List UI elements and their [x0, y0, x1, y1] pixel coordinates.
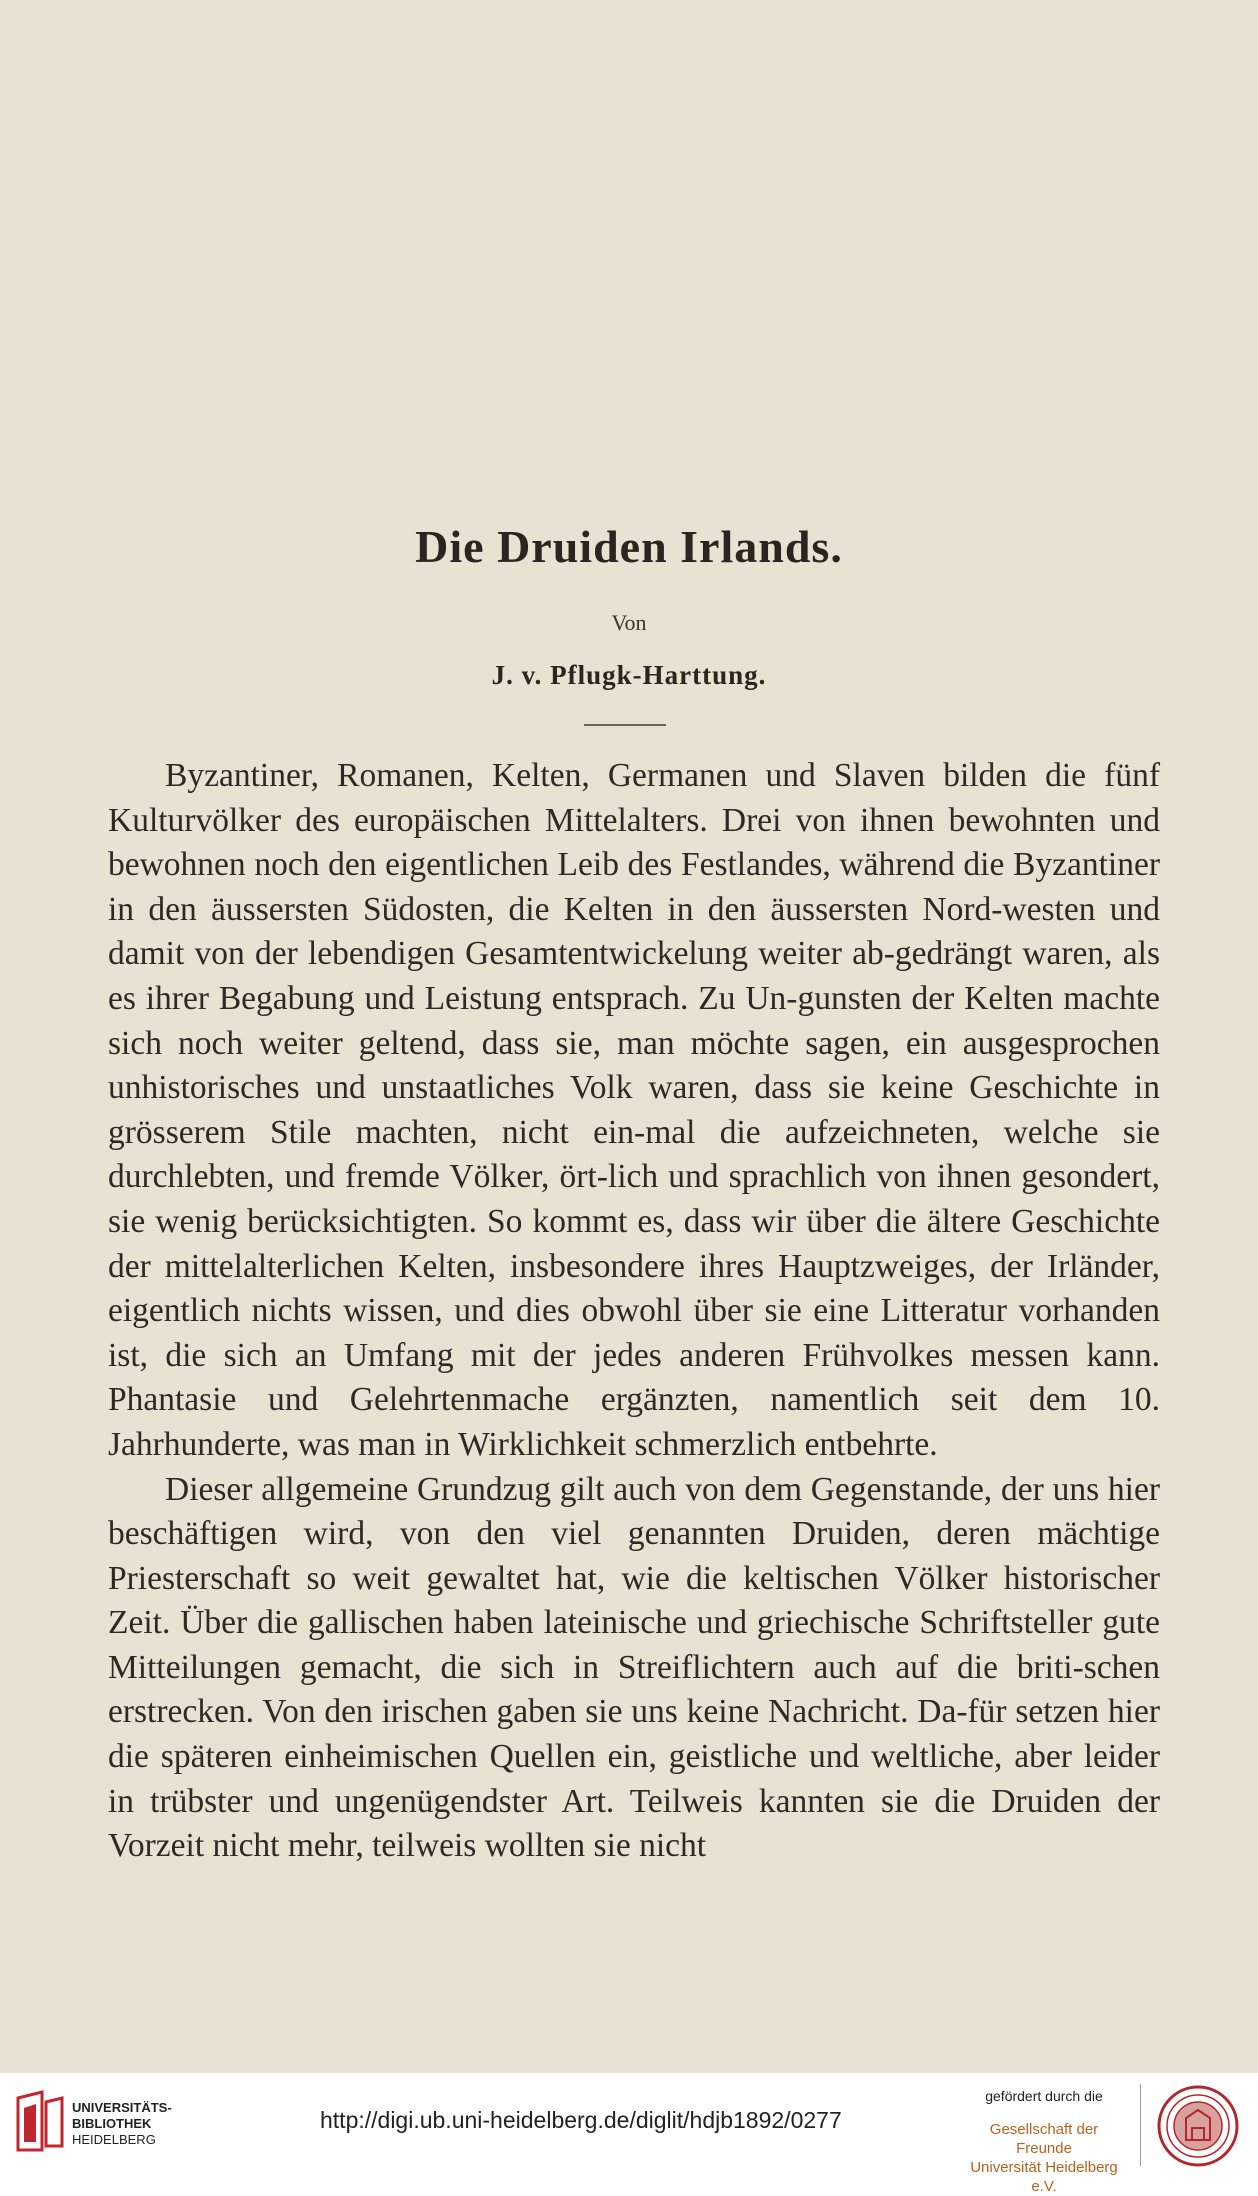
paragraph: Byzantiner, Romanen, Kelten, Germanen und Slaven bilden die fünf Kulturvölker des europäischen Mittelalters. Drei von ihnen bewohnten und bewohnen noch den eigentlichen Leib des Festlandes, während die Byzantiner in den äussersten Südosten, die Kelten in den äussersten Nord-westen und damit von der lebendigen Gesamtentwickelung weiter ab-gedrängt waren, als es ihrer Begabung und Leistung entsprach. Zu Un-gunsten der Kelten machte sich noch weiter geltend, dass sie, man möchte sagen, ein ausgesprochen unhistorisches und unstaatliches Volk waren, dass sie keine Geschichte in grösserem Stile machten, nicht ein-mal die aufzeichneten, welche sie durchlebten, und fremde Völker, ört-lich und sprachlich von ihnen gesondert, sie wenig berücksichtigten. So kommt es, dass wir über die ältere Geschichte der mittelalterlichen Kelten, insbesondere ihres Hauptzweiges, der Irländer, eigentlich nichts wissen, und dies obwohl über sie eine Litteratur vorhanden ist, die sich an Umfang mit der jedes anderen Frühvolkes messen kann. Phantasie und Gelehrtenmache ergänzten, namentlich seit dem 10. Jahrhunderte, was man in Wirklichkeit schmerzlich entbehrte. — [108, 757, 1160, 1463]
sponsor-divider — [1140, 2084, 1141, 2166]
library-name-line: HEIDELBERG — [72, 2132, 156, 2147]
author-name: J. v. Pflugk-Harttung. — [491, 660, 767, 690]
paragraph: Dieser allgemeine Grundzug gilt auch von dem Gegenstande, der uns hier beschäftigen wird, von den viel genannten Druiden, deren mächtige Priesterschaft so weit gewaltet hat, wie die keltischen Völker historischer Zeit. Über die gallischen haben lateinische und griechische Schriftsteller gute Mitteilungen gemacht, die sich in Streiflichtern auch auf die briti-schen erstrecken. Von den irischen gaben sie uns keine Nachricht. Da-für setzen hier die späteren einheimischen Quellen ein, geistliche und weltliche, aber leider in trübster und ungenügendster Art. Teilweis kannten sie die Druiden der Vorzeit nicht mehr, teilweis wollten sie nicht — [108, 1470, 1160, 1865]
sponsor-block — [960, 2088, 1128, 2196]
sponsor-label: gefördert durch die — [985, 2088, 1103, 2104]
article-title: Die Druiden Irlands. — [415, 521, 843, 572]
university-library-logo-icon[interactable] — [12, 2090, 68, 2154]
byline-label: Von — [611, 610, 647, 635]
article-body — [108, 754, 1160, 1869]
library-name-line: BIBLIOTHEK — [72, 2116, 152, 2131]
sponsor-name-line: Gesellschaft der Freunde — [989, 2121, 1099, 2157]
library-name-line: UNIVERSITÄTS- — [72, 2100, 172, 2115]
sponsor-name-line: Universität Heidelberg e.V. — [970, 2159, 1118, 2195]
university-library-name — [72, 2100, 172, 2148]
permalink-url[interactable]: http://digi.ub.uni-heidelberg.de/diglit/hdjb1892/0277 — [320, 2107, 842, 2133]
title-divider — [584, 724, 666, 726]
university-seal-icon[interactable] — [1156, 2084, 1240, 2168]
